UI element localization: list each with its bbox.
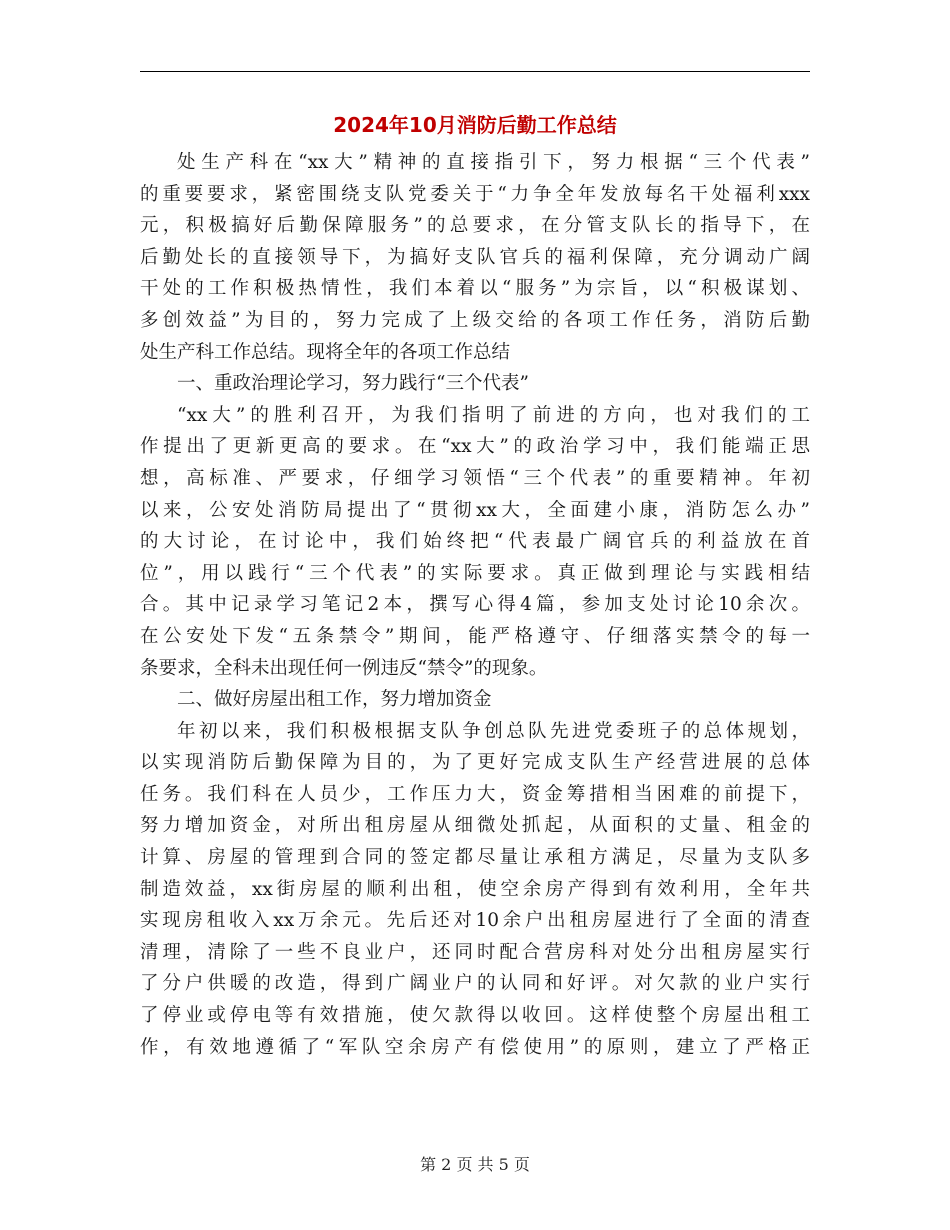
body-text-line: 作，有效地遵循了“军队空余房产有偿使用”的原则，建立了严格正 xyxy=(140,1036,810,1058)
body-text-line: 二、做好房屋出租工作，努力增加资金 xyxy=(177,689,492,711)
body-text-line: 了分户供暖的改造，得到广阔业户的认同和好评。对欠款的业户实行 xyxy=(140,973,810,995)
body-text-line: 年初以来，我们积极根据支队争创总队先进党委班子的总体规划， xyxy=(177,720,810,742)
body-text-line: 以实现消防后勤保障为目的，为了更好完成支队生产经营进展的总体 xyxy=(140,752,810,774)
body-text-line: 的重要要求，紧密围绕支队党委关于“力争全年发放每名干处福利xxx xyxy=(140,183,810,205)
body-text-line: 后勤处长的直接领导下，为搞好支队官兵的福利保障，充分调动广阔 xyxy=(140,246,810,268)
body-text-line: 想，高标准、严要求，仔细学习领悟“三个代表”的重要精神。年初 xyxy=(140,467,810,489)
body-text-line: 在公安处下发“五条禁令”期间，能严格遵守、仔细落实禁令的每一 xyxy=(140,625,810,647)
header-rule xyxy=(140,71,810,72)
body-text-line: 了停业或停电等有效措施，使欠款得以收回。这样使整个房屋出租工 xyxy=(140,1005,810,1027)
body-text-line: 的大讨论，在讨论中，我们始终把“代表最广阔官兵的利益放在首 xyxy=(140,531,810,553)
body-text-line: 元，积极搞好后勤保障服务”的总要求，在分管支队长的指导下，在 xyxy=(140,215,810,237)
body-text-line: 合。其中记录学习笔记2本，撰写心得4篇，参加支处讨论10余次。 xyxy=(140,594,810,616)
body-text-line: 多创效益”为目的，努力完成了上级交给的各项工作任务，消防后勤 xyxy=(140,309,810,331)
body-text-line: 条要求，全科未出现任何一例违反“禁令”的现象。 xyxy=(140,657,548,679)
body-text-line: 处生产科工作总结。现将全年的各项工作总结 xyxy=(140,341,511,363)
body-text-line: 一、重政治理论学习，努力践行“三个代表” xyxy=(177,373,529,395)
body-text-line: 清理，清除了一些不良业户，还同时配合营房科对处分出租房屋实行 xyxy=(140,941,810,963)
document-body xyxy=(140,147,810,1063)
body-text-line: 实现房租收入xx万余元。先后还对10余户出租房屋进行了全面的清查 xyxy=(140,910,810,932)
body-text-line: 制造效益，xx街房屋的顺利出租，使空余房产得到有效利用，全年共 xyxy=(140,878,810,900)
body-text-line: 计算、房屋的管理到合同的签定都尽量让承租方满足，尽量为支队多 xyxy=(140,847,810,869)
body-text-line: 位”，用以践行“三个代表”的实际要求。真正做到理论与实践相结 xyxy=(140,562,810,584)
document-title: 2024年10月消防后勤工作总结 xyxy=(333,113,617,137)
page-footer: 第 2 页 共 5 页 xyxy=(420,1155,530,1174)
body-text-line: 处生产科在“xx大”精神的直接指引下，努力根据“三个代表” xyxy=(177,152,810,173)
body-text-line: 干处的工作积极热情性，我们本着以“服务”为宗旨，以“积极谋划、 xyxy=(140,278,810,300)
body-text-line: “xx大”的胜利召开，为我们指明了前进的方向，也对我们的工 xyxy=(177,404,810,426)
body-text-line: 以来，公安处消防局提出了“贯彻xx大，全面建小康，消防怎么办” xyxy=(140,499,810,521)
body-text-line: 作提出了更新更高的要求。在“xx大”的政治学习中，我们能端正思 xyxy=(140,436,810,458)
body-text-line: 努力增加资金，对所出租房屋从细微处抓起，从面积的丈量、租金的 xyxy=(140,815,810,837)
body-text-line: 任务。我们科在人员少，工作压力大，资金筹措相当困难的前提下， xyxy=(140,783,810,805)
